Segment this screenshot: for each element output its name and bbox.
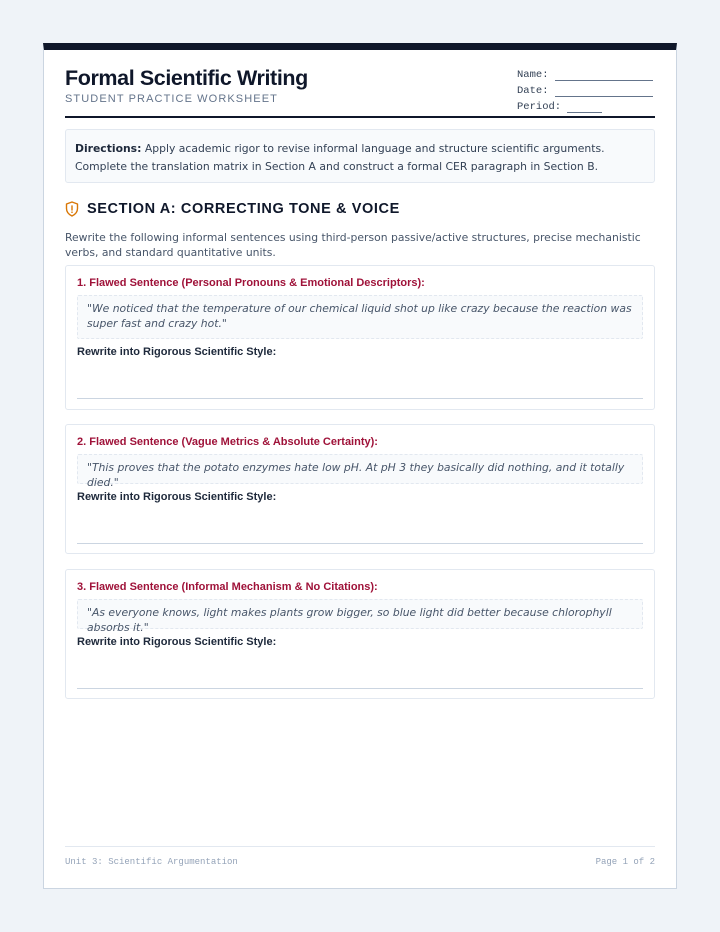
directions-text: Apply academic rigor to revise informal language and structure scientific arguments. Complete the translation matrix in Section A and construct a formal CER paragraph in Section B. <box>75 142 605 173</box>
directions-label: Directions: <box>75 142 142 155</box>
period-label: Period: <box>517 101 562 113</box>
footer-divider <box>65 846 655 847</box>
name-label: Name: <box>517 69 549 81</box>
exercise-card-2 <box>65 424 655 554</box>
page-content <box>65 50 655 888</box>
period-line[interactable] <box>567 102 602 113</box>
footer-page-number: Page 1 of 2 <box>595 857 655 867</box>
section-a-heading <box>65 200 400 218</box>
worksheet-page <box>43 43 677 889</box>
student-info-fields <box>517 65 655 113</box>
footer-unit-label: Unit 3: Scientific Argumentation <box>65 857 238 867</box>
date-field[interactable] <box>517 81 655 97</box>
page-title: Formal Scientific Writing <box>65 66 308 90</box>
exercise-1-title: 1. Flawed Sentence (Personal Pronouns & Emotional Descriptors): <box>77 277 425 289</box>
exercise-2-answer-line[interactable] <box>77 543 643 544</box>
page-subtitle: STUDENT PRACTICE WORKSHEET <box>65 93 278 105</box>
exercise-1-rewrite-label: Rewrite into Rigorous Scientific Style: <box>77 346 277 358</box>
date-line[interactable] <box>555 86 653 97</box>
section-a-title: SECTION A: CORRECTING TONE & VOICE <box>87 201 400 217</box>
directions-box <box>65 129 655 183</box>
exercise-3-answer-line[interactable] <box>77 688 643 689</box>
period-field[interactable] <box>517 97 655 113</box>
exercise-2-flawed-quote: "This proves that the potato enzymes hate low pH. At pH 3 they basically did nothing, and it totally died." <box>77 454 643 484</box>
exercise-1-flawed-quote: "We noticed that the temperature of our chemical liquid shot up like crazy because the reaction was super fast and crazy hot." <box>77 295 643 339</box>
exercise-3-rewrite-label: Rewrite into Rigorous Scientific Style: <box>77 636 277 648</box>
exercise-2-title: 2. Flawed Sentence (Vague Metrics & Absolute Certainty): <box>77 436 378 448</box>
exercise-card-3 <box>65 569 655 699</box>
exercise-card-1 <box>65 265 655 410</box>
exercise-1-answer-line[interactable] <box>77 398 643 399</box>
name-field[interactable] <box>517 65 655 81</box>
exercise-3-flawed-quote: "As everyone knows, light makes plants grow bigger, so blue light did better because chlorophyll absorbs it." <box>77 599 643 629</box>
exercise-2-rewrite-label: Rewrite into Rigorous Scientific Style: <box>77 491 277 503</box>
header-divider <box>65 116 655 118</box>
name-line[interactable] <box>555 70 653 81</box>
section-a-description: Rewrite the following informal sentences using third-person passive/active structures, precise mechanistic verbs, and standard quantitative units. <box>65 231 641 259</box>
shield-icon <box>65 201 79 217</box>
date-label: Date: <box>517 85 549 97</box>
exercise-3-title: 3. Flawed Sentence (Informal Mechanism & No Citations): <box>77 581 378 593</box>
page-footer <box>65 857 655 867</box>
